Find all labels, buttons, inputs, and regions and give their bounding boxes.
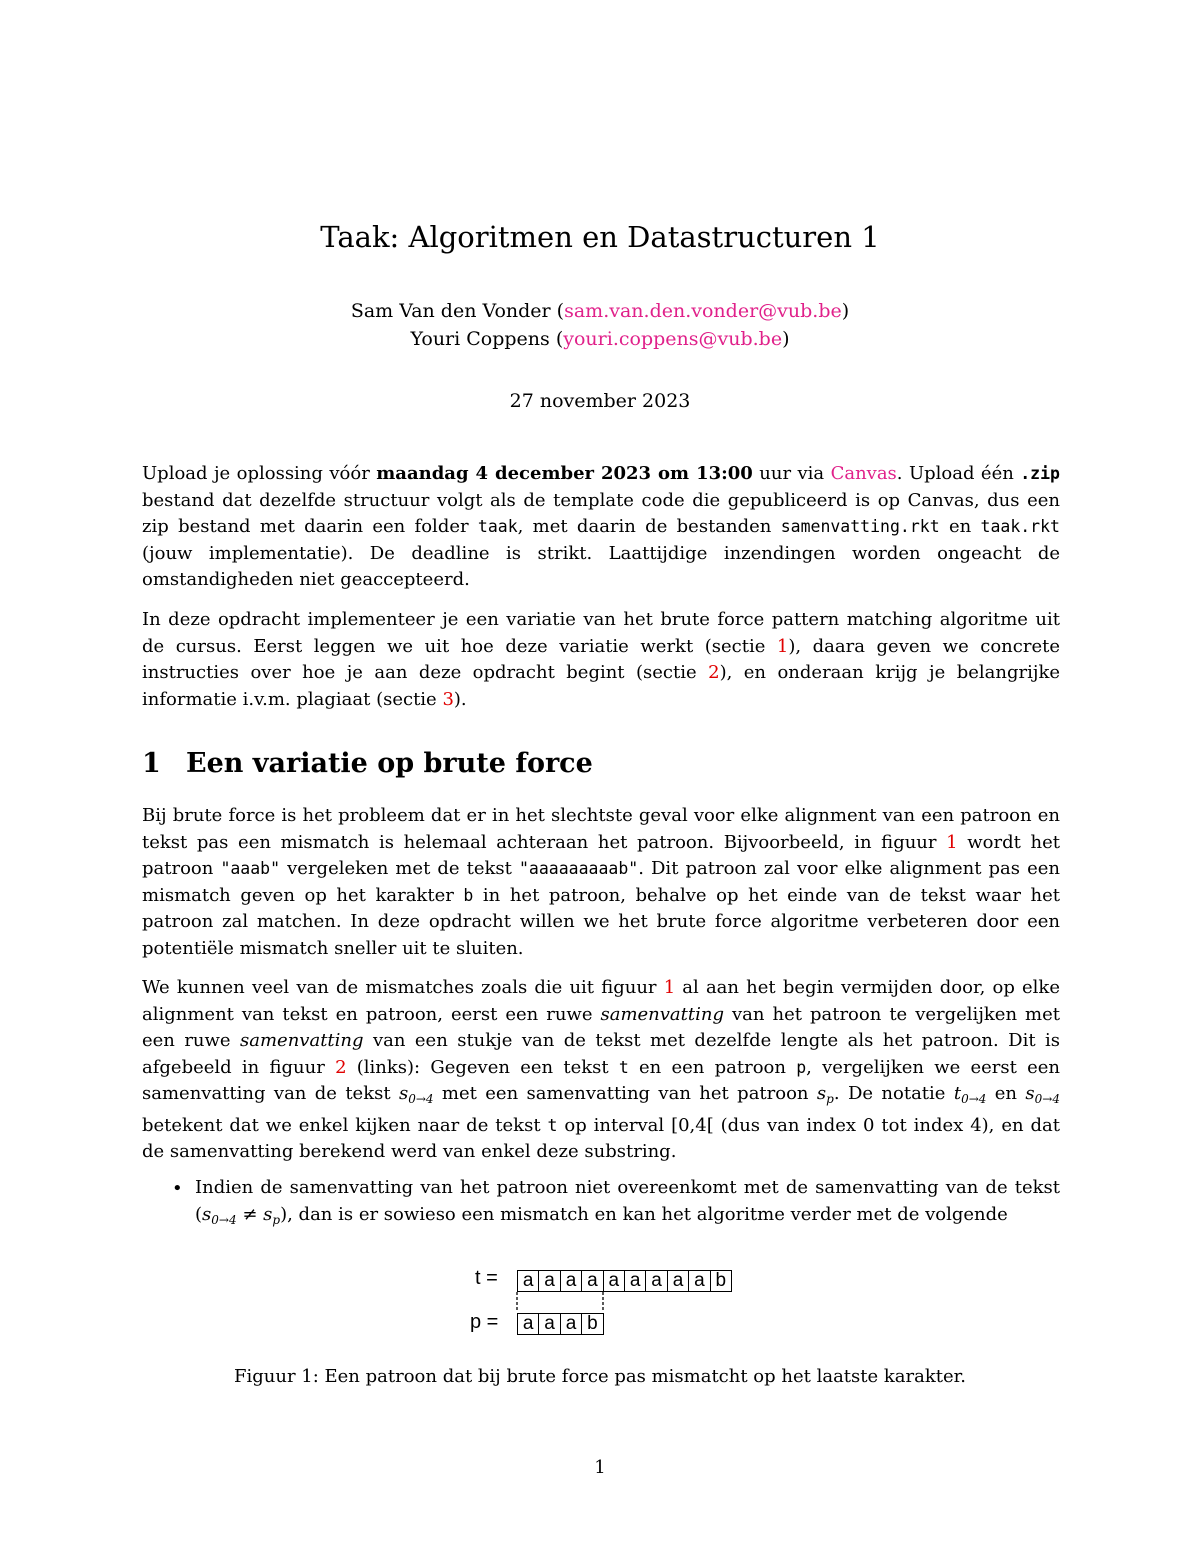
author-email-link[interactable]: sam.van.den.vonder@vub.be bbox=[564, 300, 842, 322]
section-title: Een variatie op brute force bbox=[186, 748, 593, 779]
canvas-link[interactable]: Canvas bbox=[830, 463, 897, 484]
author-name: Sam Van den Vonder bbox=[350, 300, 551, 322]
author-line-1: Sam Van den Vonder (sam.van.den.vonder@vub.be) bbox=[350, 300, 850, 322]
alignment-lines bbox=[0, 1262, 1200, 1342]
text-char-cell: a bbox=[603, 1270, 625, 1292]
pattern-char-cell: a bbox=[517, 1313, 539, 1335]
overview-paragraph: In deze opdracht implementeer je een variatie van het brute force pattern matching algoritme uit de cursus. Eerst leggen we uit hoe deze variatie werkt (sectie 1), daara geven we concrete instructies over hoe je aan deze opdracht begint (sectie 2), en onderaan krijg je belangrijke informatie i.v.m. plagiaat (sectie 3). bbox=[142, 609, 1061, 710]
bullet-icon: • bbox=[172, 1178, 183, 1199]
pattern-char-cell: a bbox=[560, 1313, 582, 1335]
deadline-text: maandag 4 december 2023 om 13:00 bbox=[376, 463, 753, 484]
text-char-cell: a bbox=[538, 1270, 560, 1292]
bullet-item: Indien de samenvatting van het patroon niet overeenkomt met de samenvatting van de tekst $(s_{0\to 4} \ne s_p)$, dan is er sowieso een mismatch en kan het algoritme verder met de volgende bbox=[195, 1177, 1060, 1227]
figure-ref-link[interactable]: 1 bbox=[946, 831, 958, 853]
section-ref-link[interactable]: 1 bbox=[776, 635, 789, 657]
section-heading bbox=[142, 748, 593, 779]
paper-date: 27 november 2023 bbox=[509, 390, 691, 412]
author-line-2: Youri Coppens (youri.coppens@vub.be) bbox=[410, 328, 790, 350]
section-ref-link[interactable]: 2 bbox=[708, 662, 720, 683]
pattern-char-cell: a bbox=[538, 1313, 560, 1335]
figure-1 bbox=[0, 1262, 1200, 1342]
text-char-cell: a bbox=[688, 1270, 710, 1292]
intro-paragraph: Upload je oplossing vóór maandag 4 december 2023 om 13:00 uur via Canvas. Upload één .zip bestand dat dezelfde structuur volgt als de template code die gepubliceerd is op Canvas, dus een zip bestand met daarin een folder taak, met daarin de bestanden samenvatting.rkt en taak.rkt (jouw implementatie). De deadline is strikt. Laattijdige inzendingen worden ongeacht de omstandigheden niet geaccepteerd. bbox=[142, 463, 1060, 590]
author-email-link[interactable]: youri.coppens@vub.be bbox=[563, 328, 783, 350]
figure-ref-link[interactable]: 2 bbox=[335, 1056, 347, 1078]
author-name: Youri Coppens bbox=[410, 328, 550, 350]
text-char-cell: a bbox=[667, 1270, 689, 1292]
paper-title: Taak: Algoritmen en Datastructuren 1 bbox=[320, 220, 880, 254]
brute-force-paragraph: Bij brute force is het probleem dat er in het slechtste geval voor elke alignment van een patroon en tekst pas een mismatch is helemaal achteraan het patroon. Bijvoorbeeld, in figuur 1 wordt het patroon "aaab" vergeleken met de tekst "aaaaaaaaab". Dit patroon zal voor elke alignment pas een mismatch geven op het karakter b in het patroon, behalve op het einde van de tekst waar het patroon zal matchen. In deze opdracht willen we het brute force algoritme verbeteren door een potentiële mismatch sneller uit te sluiten. bbox=[142, 805, 1061, 959]
text-char-cell: a bbox=[581, 1270, 603, 1292]
figure-ref-link[interactable]: 1 bbox=[663, 977, 676, 998]
summary-paragraph: We kunnen veel van de mismatches zoals die uit figuur 1 al aan het begin vermijden door, op elke alignment van tekst en patroon, eerst een ruwe samenvatting van het patroon te vergelijken met een ruwe samenvatting van een stukje van de tekst met dezelfde lengte als het patroon. Dit is afgebeeld in figuur 2 (links): Gegeven een tekst t en een patroon p, vergelijken we eerst een samenvatting van de tekst $s_{0\to 4}$ met een samenvatting van het patroon $s_p$. De notatie $t_{0\to 4}$ en $s_{0\to 4}$ betekent dat we enkel kijken naar de tekst t op interval [0,4[ (dus van index 0 tot index 4), en dat de samenvatting berekend werd van enkel deze substring. bbox=[142, 977, 1061, 1162]
text-char-cell: a bbox=[560, 1270, 582, 1292]
text-char-cell: a bbox=[517, 1270, 539, 1292]
page-number: 1 bbox=[594, 1457, 606, 1478]
section-number: 1 bbox=[142, 748, 161, 779]
text-char-cell: a bbox=[624, 1270, 646, 1292]
section-ref-link[interactable]: 3 bbox=[442, 688, 454, 710]
pattern-label: p = bbox=[470, 1311, 499, 1333]
pattern-char-cell: b bbox=[581, 1313, 603, 1335]
text-char-cell: b bbox=[710, 1270, 732, 1292]
figure-caption: Figuur 1: Een patroon dat bij brute force pas mismatcht op het laatste karakter. bbox=[233, 1366, 966, 1387]
text-label: t = bbox=[475, 1267, 498, 1289]
text-char-cell: a bbox=[645, 1270, 667, 1292]
